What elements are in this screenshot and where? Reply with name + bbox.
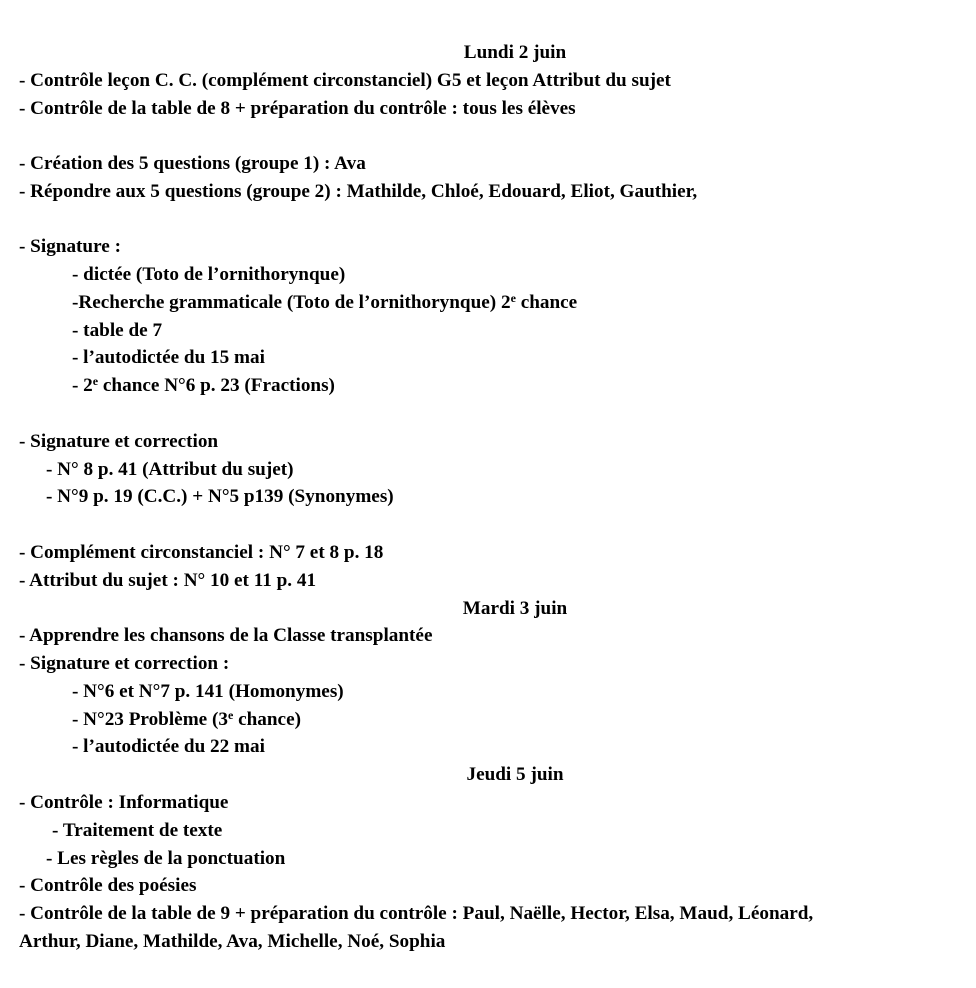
sub-list-item: - l’autodictée du 22 mai: [72, 736, 265, 757]
list-item: - Signature et correction :: [19, 653, 230, 674]
sub-list-item: - N°6 et N°7 p. 141 (Homonymes): [72, 681, 344, 702]
text-after: chance): [233, 709, 301, 730]
list-item: - Contrôle de la table de 9 + préparation du contrôle : Paul, Naëlle, Hector, Elsa, Maud, Léonard,: [19, 903, 814, 924]
list-item: - Apprendre les chansons de la Classe transplantée: [19, 625, 433, 646]
sub-list-item: [72, 372, 335, 400]
text-before: - N°23 Problème (3: [72, 709, 228, 730]
list-item: - Contrôle de la table de 8 + préparation du contrôle : tous les élèves: [19, 98, 576, 119]
sub-list-item: [72, 289, 577, 317]
text-before: -Recherche grammaticale (Toto de l’ornithorynque) 2: [72, 292, 511, 313]
day-heading-lundi: Lundi 2 juin: [463, 42, 567, 63]
list-item: - Contrôle leçon C. C. (complément circonstanciel) G5 et leçon Attribut du sujet: [19, 70, 671, 91]
superscript: e: [92, 374, 99, 388]
list-item: - Attribut du sujet : N° 10 et 11 p. 41: [19, 570, 317, 591]
list-item: - Contrôle : Informatique: [19, 792, 229, 813]
text-after: chance N°6 p. 23 (Fractions): [98, 375, 335, 396]
list-item: - Signature et correction: [19, 431, 219, 452]
text-after: chance: [515, 292, 578, 313]
list-item-continuation: Arthur, Diane, Mathilde, Ava, Michelle, Noé, Sophia: [19, 931, 446, 952]
text-before: - 2: [72, 375, 93, 396]
sub-list-item: - l’autodictée du 15 mai: [72, 347, 265, 368]
day-heading-jeudi: Jeudi 5 juin: [466, 764, 564, 785]
sub-list-item: [72, 706, 301, 734]
day-heading-mardi: Mardi 3 juin: [462, 598, 568, 619]
sub-list-item: - N° 8 p. 41 (Attribut du sujet): [46, 459, 294, 480]
superscript: e: [510, 291, 516, 305]
sub-list-item: - Traitement de texte: [52, 820, 223, 841]
list-item: - Répondre aux 5 questions (groupe 2) : Mathilde, Chloé, Edouard, Eliot, Gauthier,: [19, 181, 698, 202]
list-item: - Contrôle des poésies: [19, 875, 197, 896]
sub-list-item: - table de 7: [72, 320, 163, 341]
list-item: - Complément circonstanciel : N° 7 et 8 p. 18: [19, 542, 384, 563]
superscript: e: [227, 708, 234, 722]
sub-list-item: - Les règles de la ponctuation: [46, 848, 286, 869]
list-item: - Signature :: [19, 236, 121, 257]
sub-list-item: - dictée (Toto de l’ornithorynque): [72, 264, 346, 285]
list-item: - Création des 5 questions (groupe 1) : Ava: [19, 153, 366, 174]
sub-list-item: - N°9 p. 19 (C.C.) + N°5 p139 (Synonymes): [46, 486, 394, 507]
